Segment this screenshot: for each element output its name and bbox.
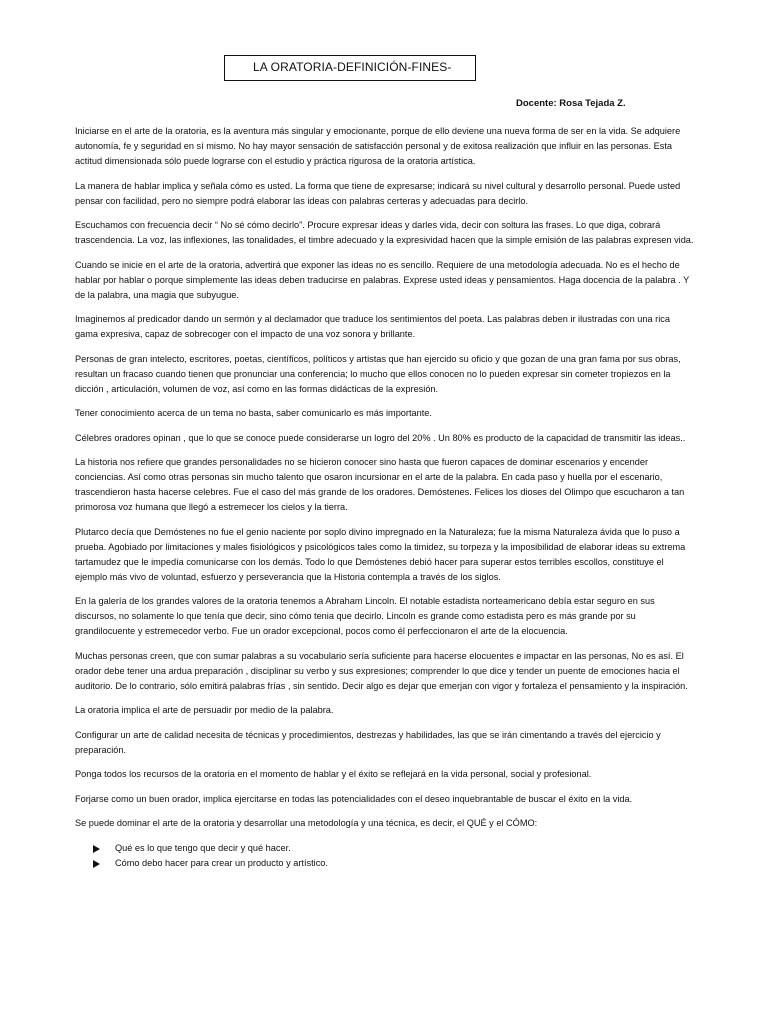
document-body: [75, 124, 695, 871]
paragraph: Iniciarse en el arte de la oratoria, es la aventura más singular y emocionante, porque de ello deviene una nueva forma de ser en la vida. Se adquiere autonomía, fe y seguridad en sí mismo. No hay mayor sensación de satisfacción personal y de exitosa realización que influir en las personas. Esta actitud dimensionada sólo puede lograrse con el estudio y práctica rigurosa de la oratoria artística.: [75, 126, 681, 166]
list-item-text: Cómo debo hacer para crear un producto y artístico.: [115, 857, 328, 868]
paragraph: Escuchamos con frecuencia decir “ No sé cómo decirlo”. Procure expresar ideas y darles vida, decir con soltura las frases. Lo que diga, cobrará trascendencia. La voz, las inflexiones, las tonalidades, el timbre adecuado y la expresividad hacen que la simple emisión de las palabras expresen vida.: [75, 220, 694, 245]
paragraph: La historia nos refiere que grandes personalidades no se hicieron conocer sino hasta que fueron capaces de dominar escenarios y encender conciencias. Así como otras personas sin mucho talento que osaron incursionar en el arte de la palabra. En cada paso y huella por el escenario, trascendieron hasta hacerse celebres. Fue el caso del más grande de los oradores. Demóstenes. Felices los dioses del Olimpo que escucharon a tan primorosa voz humana que llegó a estremecer los cielos y la tierra.: [75, 457, 685, 512]
list-item-text: Qué es lo que tengo que decir y qué hacer.: [115, 842, 291, 853]
paragraph: Célebres oradores opinan , que lo que se conoce puede considerarse un logro del 20% . Un 80% es producto de la capacidad de transmitir las ideas..: [75, 432, 686, 443]
paragraph: Personas de gran intelecto, escritores, poetas, científicos, políticos y artistas que han ejercido su oficio y que gozan de una gran fama por sus obras, resultan un fracaso cuando tienen que pronunciar una conferencia; lo mucho que ellos conocen no lo pueden expresar sin cometer tropiezos en la dicción , articulación, volumen de voz, así como en las formas didácticas de la expresión.: [75, 353, 681, 394]
list-item: [93, 856, 695, 871]
arrow-bullet-icon: [93, 860, 100, 868]
author-line: Docente: Rosa Tejada Z.: [516, 98, 626, 109]
paragraph: Imaginemos al predicador dando un sermón y al declamador que traduce los sentimientos del poeta. Las palabras deben ir ilustradas con una rica gama expresiva, capaz de sobrecoger con el impacto de una voz sonora y brillante.: [75, 314, 670, 339]
paragraph: Plutarco decía que Demóstenes no fue el genio naciente por soplo divino impregnado en la Naturaleza; fue la misma Naturaleza ávida que lo puso a prueba. Agobiado por limitaciones y males fisiológicos y psicológicos tales como la timidez, su torpeza y la imposibilidad de elaborar ideas su extrema tartamudez que le impedía comunicarse con los demás. Todo lo que Demóstenes debió hacer para superar estos terribles escollos, constituye el ejemplo más vivo de voluntad, esfuerzo y perseverancia que la Historia contempla a través de los siglos.: [75, 526, 686, 582]
arrow-bullet-icon: [93, 845, 100, 853]
paragraph: Cuando se inicie en el arte de la oratoria, advertirá que exponer las ideas no es sencillo. Requiere de una metodología adecuada. No es el hecho de hablar por hablar o porque simplemente las ideas deben traducirse en palabras. Exprese usted ideas y pensamientos. Haga docencia de la palabra . Y de la palabra, una magia que subyugue.: [75, 259, 690, 300]
paragraph: Muchas personas creen, que con sumar palabras a su vocabulario sería suficiente para hacerse elocuentes e impactar en las personas, No es así. El orador debe tener una ardua preparación , disciplinar su verbo y sus expresiones; comprender lo que dice y tender un puente de emociones hacia el auditorio. De lo contrario, sólo emitirá palabras frías , sin sentido. Decir algo es dejar que emerjan con vigor y fortaleza el pensamiento y la inspiración.: [75, 650, 688, 691]
bullet-list: [75, 841, 695, 871]
paragraph: Ponga todos los recursos de la oratoria en el momento de hablar y el éxito se reflejará en la vida personal, social y profesional.: [75, 769, 592, 779]
paragraph: Forjarse como un buen orador, implica ejercitarse en todas las potencialidades con el deseo inquebrantable de buscar el éxito en la vida.: [75, 793, 633, 804]
paragraph: En la galería de los grandes valores de la oratoria tenemos a Abraham Lincoln. El notable estadista norteamericano debía estar seguro en sus discursos, no solamente lo que tenía que decir, sino cómo tenia que decirlo. Lincoln es grande como estadista pero es más grande por su grandilocuente y estremecedor verbo. Fue un orador excepcional, pocos como él perfeccionaron el arte de la elocuencia.: [75, 596, 655, 636]
paragraph: La manera de hablar implica y señala cómo es usted. La forma que tiene de expresarse; indicará su nivel cultural y desarrollo personal. Puede usted pensar con facilidad, pero no siempre podrá elaborar las ideas con palabras certeras y adecuadas para decirlo.: [75, 180, 681, 206]
list-item: [93, 841, 695, 856]
paragraph: Se puede dominar el arte de la oratoria y desarrollar una metodología y una técnica, es decir, el QUÉ y el CÓMO:: [75, 818, 538, 828]
paragraph: Configurar un arte de calidad necesita de técnicas y procedimientos, destrezas y habilidades, las que se irán cimentando a través del ejercicio y preparación.: [75, 729, 661, 755]
document-title: LA ORATORIA-DEFINICIÓN-FINES-: [224, 55, 476, 81]
paragraph: Tener conocimiento acerca de un tema no basta, saber comunicarlo es más importante.: [75, 408, 432, 418]
paragraph: La oratoria implica el arte de persuadir por medio de la palabra.: [75, 705, 334, 715]
